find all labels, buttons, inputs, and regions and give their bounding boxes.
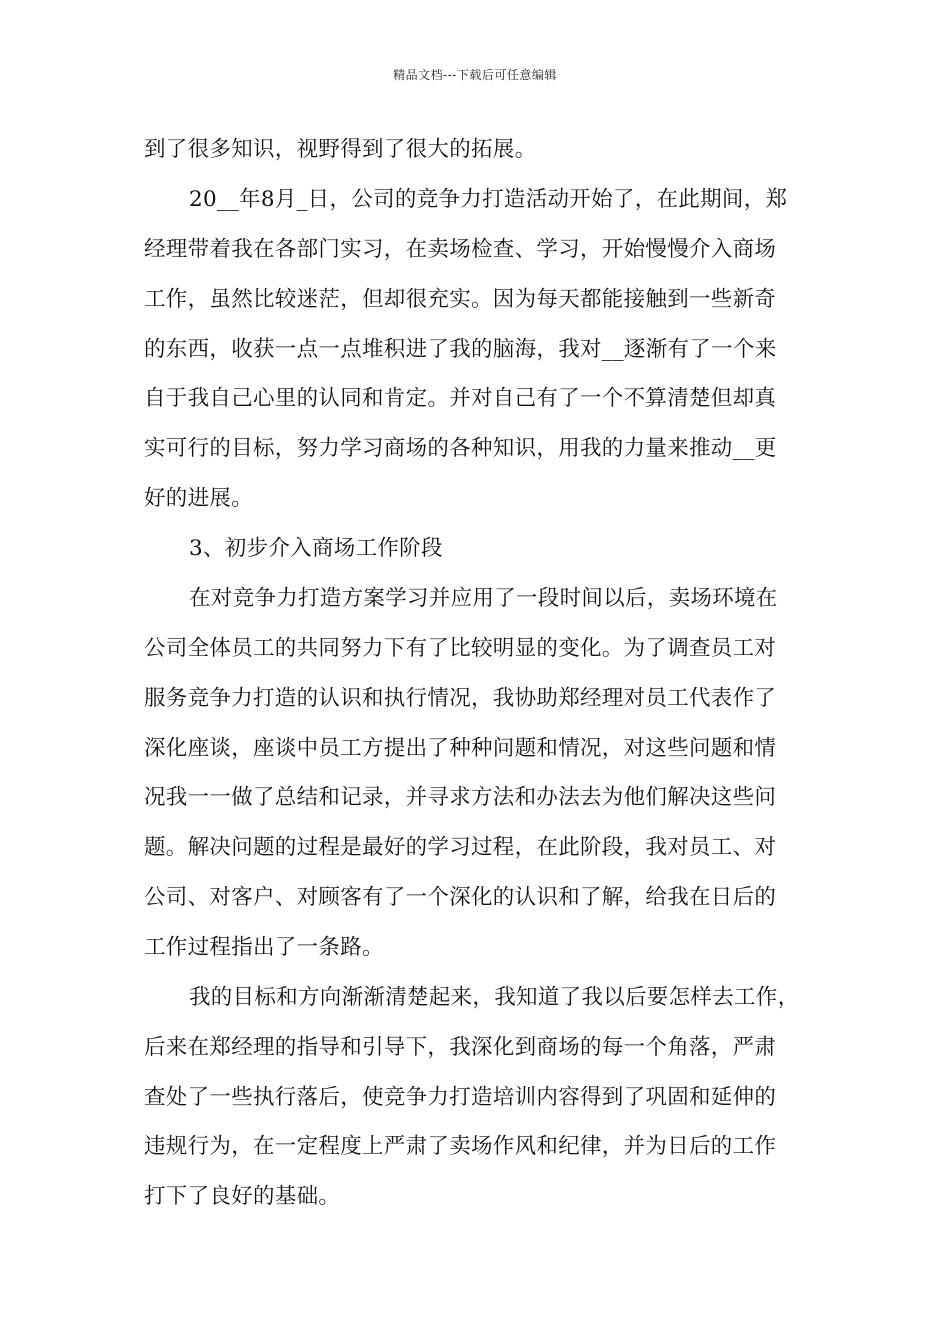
text-line: 工作过程指出了一条路。 [144,935,384,960]
text-line: 违规行为，在一定程度上严肃了卖场作风和纪律，并为日后的工作 [144,1134,777,1159]
text-line: 经理带着我在各部门实习，在卖场检查、学习，开始慢慢介入商场 [144,237,777,262]
text-line: 服务竞争力打造的认识和执行情况，我协助郑经理对员工代表作了 [144,686,777,711]
text-line: 的东西，收获一点一点堆积进了我的脑海，我对__逐渐有了一个来 [144,337,777,362]
text-line: 公司、对客户、对顾客有了一个深化的认识和了解，给我在日后的 [144,885,777,910]
text-line: 在对竞争力打造方案学习并应用了一段时间以后，卖场环境在 [189,586,778,611]
text-line: 到了很多知识，视野得到了很大的拓展。 [144,137,537,162]
text-line: 况我一一做了总结和记录，并寻求方法和办法去为他们解决这些问 [144,785,777,810]
section-heading: 3、初步介入商场工作阶段 [189,536,443,561]
text-line: 题。解决问题的过程是最好的学习过程，在此阶段，我对员工、对 [144,835,777,860]
text-line: 公司全体员工的共同努力下有了比较明显的变化。为了调查员工对 [144,636,777,661]
text-line: 好的进展。 [144,486,254,511]
text-line: 后来在郑经理的指导和引导下，我深化到商场的每一个角落，严肃 [144,1035,777,1060]
text-line: 20__年8月_日，公司的竞争力打造活动开始了，在此期间，郑 [189,187,788,212]
text-line: 查处了一些执行落后，使竞争力打造培训内容得到了巩固和延伸的 [144,1085,777,1110]
text-line: 工作，虽然比较迷茫，但却很充实。因为每天都能接触到一些新奇 [144,287,777,312]
text-line: 深化座谈，座谈中员工方提出了种种问题和情况，对这些问题和情 [144,736,777,761]
text-line: 实可行的目标，努力学习商场的各种知识，用我的力量来推动__更 [144,436,777,461]
text-line: 打下了良好的基础。 [144,1184,341,1209]
page-header: 精品文档---下载后可任意编辑 [393,68,557,82]
text-line: 我的目标和方向渐渐清楚起来，我知道了我以后要怎样去工作， [189,985,800,1010]
text-line: 自于我自己心里的认同和肯定。并对自己有了一个不算清楚但却真 [144,386,777,411]
